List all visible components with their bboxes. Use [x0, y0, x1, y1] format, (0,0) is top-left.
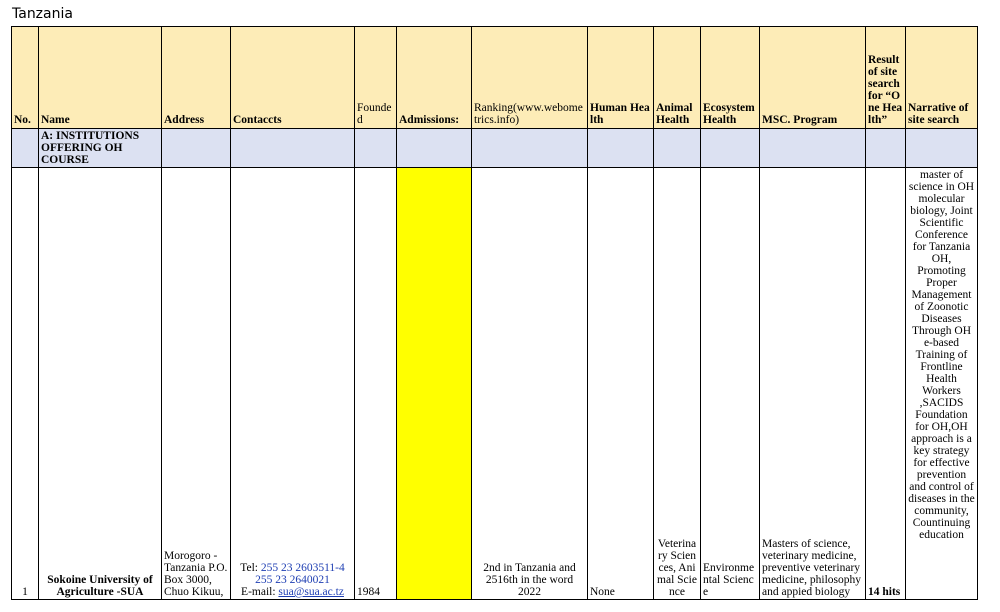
section-cell-empty — [12, 129, 39, 168]
section-cell-empty — [701, 129, 760, 168]
header-row — [12, 27, 978, 129]
section-cell-empty — [397, 129, 472, 168]
section-cell-empty — [866, 129, 906, 168]
table-row — [12, 168, 978, 600]
cell-msc-program: Masters of science, veterinary medicine, preventive veterinary medicine, philosophy and appied biology — [760, 168, 866, 600]
section-cell-empty — [231, 129, 355, 168]
section-cell-empty — [654, 129, 701, 168]
header-ecosystem-health: Ecosystem Health — [701, 27, 760, 129]
cell-admissions — [397, 168, 472, 600]
cell-name: Sokoine University of Agriculture -SUA — [39, 168, 162, 600]
cell-founded: 1984 — [355, 168, 397, 600]
section-cell-empty — [472, 129, 588, 168]
cell-human-health: None — [588, 168, 654, 600]
contact-tel-numbers: 255 23 2603511-4 255 23 2640021 — [255, 562, 345, 586]
cell-contacts — [231, 168, 355, 600]
section-cell-empty — [162, 129, 231, 168]
institutions-table — [11, 26, 978, 600]
contact-email-link[interactable]: sua@sua.ac.tz — [278, 586, 344, 598]
page-title: Tanzania — [12, 6, 73, 22]
section-title: A: INSTITUTIONS OFFERING OH COURSE — [39, 129, 162, 168]
header-address: Address — [162, 27, 231, 129]
header-name: Name — [39, 27, 162, 129]
header-result: Result of site search for “One Health” — [866, 27, 906, 129]
cell-ranking: 2nd in Tanzania and 2516th in the word 2022 — [472, 168, 588, 600]
section-cell-empty — [588, 129, 654, 168]
cell-no: 1 — [12, 168, 39, 600]
header-no: No. — [12, 27, 39, 129]
cell-animal-health: Veterinary Sciences, Animal Science — [654, 168, 701, 600]
cell-narrative: master of science in OH molecular biology, Joint Scientific Conference for Tanzania OH, Promoting Proper Management of Zoonotic Diseases Through OH e-based Training of Frontline Health Workers ,SACIDS Foundation for OH,OH approach is a key strategy for effective prevention and control of diseases in the community, Countinuing education — [906, 168, 978, 600]
section-cell-empty — [906, 129, 978, 168]
contact-tel-label: Tel: — [240, 562, 261, 574]
header-narrative: Narrative of site search — [906, 27, 978, 129]
header-animal-health: Animal Health — [654, 27, 701, 129]
cell-result: 14 hits — [866, 168, 906, 600]
header-msc-program: MSC. Program — [760, 27, 866, 129]
section-cell-empty — [355, 129, 397, 168]
section-cell-empty — [760, 129, 866, 168]
section-row — [12, 129, 978, 168]
header-human-health: Human Health — [588, 27, 654, 129]
header-founded: Founded — [355, 27, 397, 129]
cell-ecosystem-health: Environmental Science — [701, 168, 760, 600]
header-contacts: Contaccts — [231, 27, 355, 129]
contact-email-label: E-mail: — [241, 586, 279, 598]
cell-address: Morogoro - Tanzania P.O. Box 3000, Chuo Kikuu, — [162, 168, 231, 600]
header-ranking: Ranking(www.webometrics.info) — [472, 27, 588, 129]
header-admissions: Admissions: — [397, 27, 472, 129]
